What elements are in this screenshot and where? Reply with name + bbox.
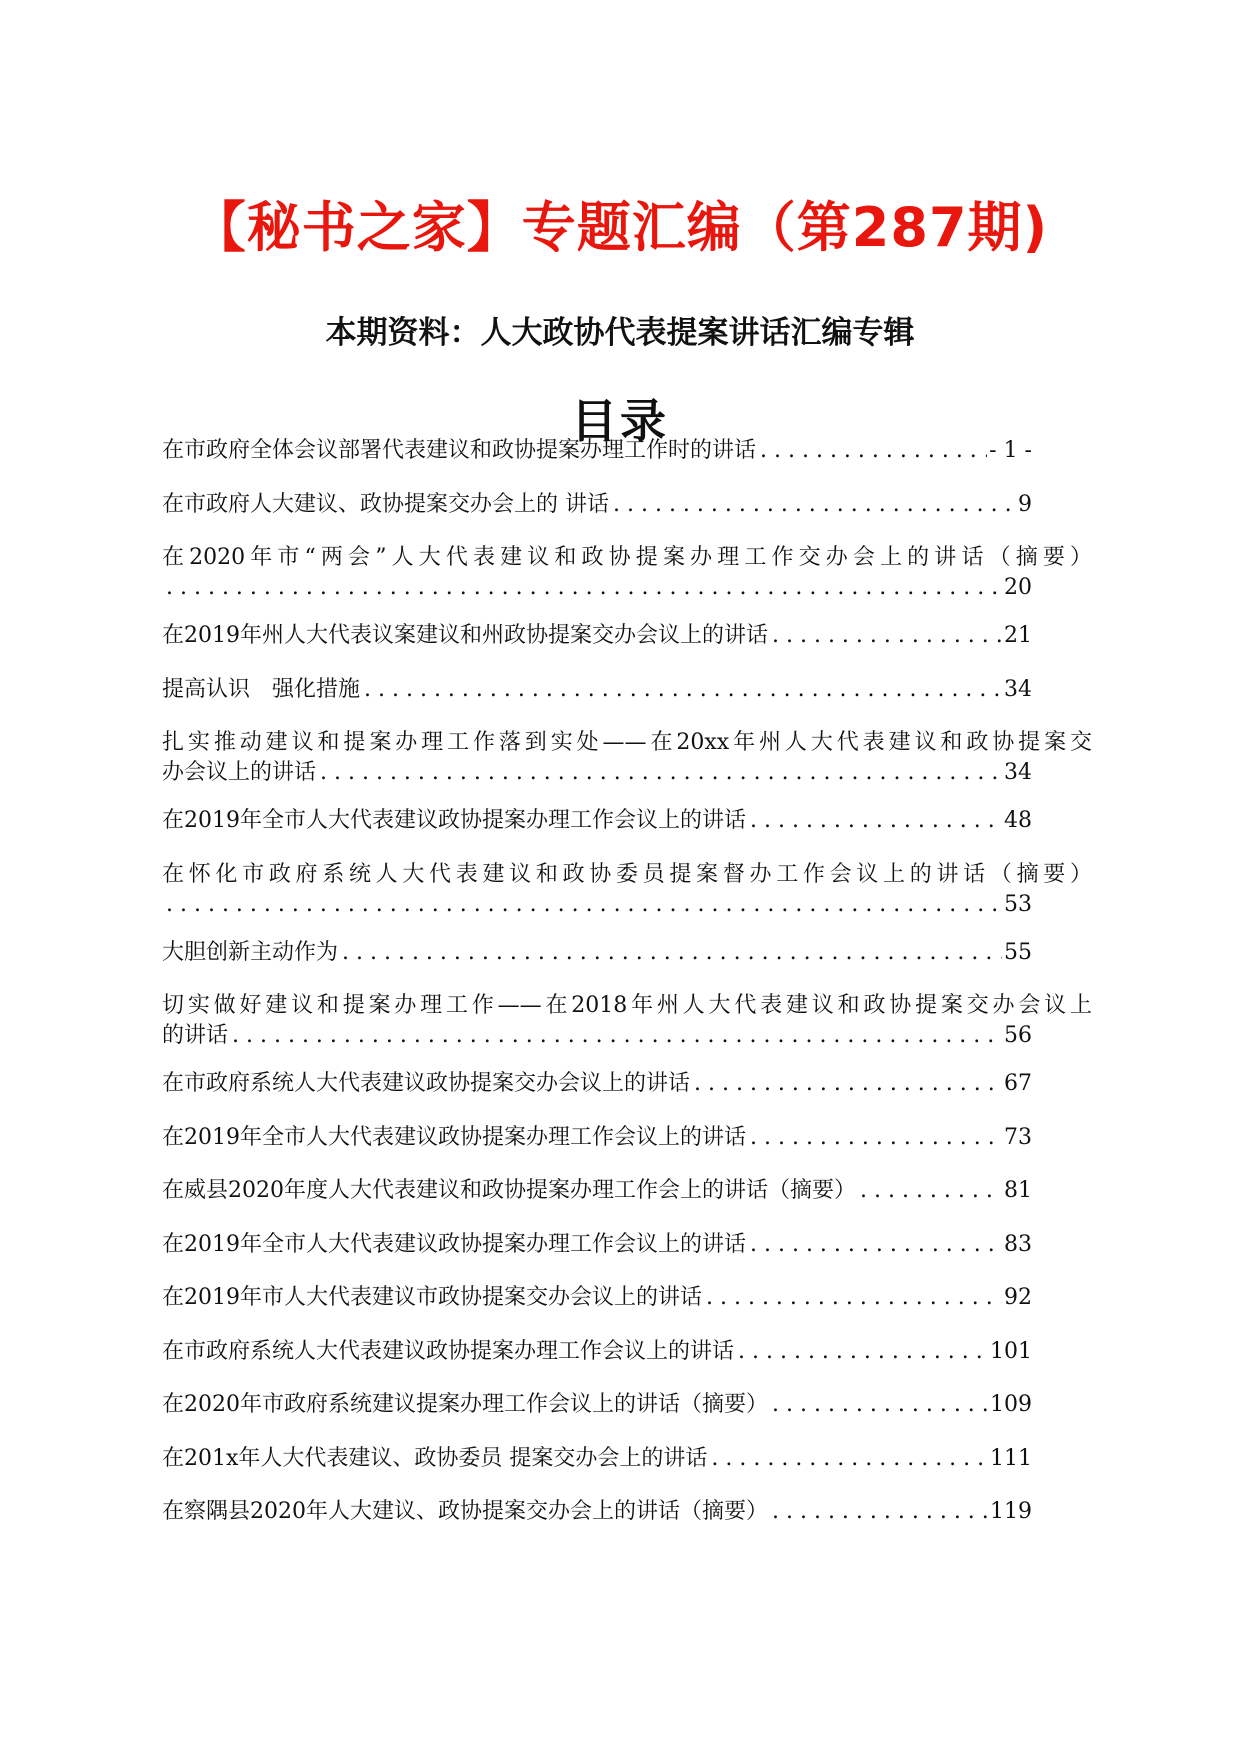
- toc-entry-row: [162, 675, 1032, 705]
- toc-entry-row: [162, 1337, 1032, 1367]
- toc-entry-title: 在威县2020年度人大代表建议和政协提案办理工作会上的讲话（摘要）: [162, 1178, 856, 1203]
- toc-entry-row: [162, 621, 1032, 651]
- toc-entry-row: [162, 758, 1032, 788]
- toc-page-number: 109: [990, 1392, 1032, 1417]
- toc-entry-title: 提高认识 强化措施: [162, 676, 361, 702]
- toc-entry-title: 在2019年全市人大代表建议政协提案办理工作会议上的讲话: [162, 1124, 746, 1150]
- toc-entry-title: 在201x年人大代表建议、政协委员 提案交办会上的讲话: [162, 1445, 708, 1471]
- toc-dot-leader: [756, 436, 987, 466]
- toc-dot-leader: [162, 890, 1002, 920]
- toc-dot-leader: [768, 1390, 988, 1420]
- toc-dot-leader: [162, 573, 1002, 603]
- toc-entry[interactable]: [162, 1444, 1092, 1474]
- toc-entry-row: [162, 806, 1032, 836]
- toc-entry-row: [162, 1497, 1032, 1527]
- toc-entry[interactable]: [162, 991, 1092, 1051]
- toc-dot-leader: [316, 758, 1002, 788]
- toc-entry[interactable]: [162, 728, 1092, 788]
- toc-page-number: 92: [1004, 1285, 1032, 1310]
- toc-entry-title: 在市政府系统人大代表建议政协提案交办会议上的讲话: [162, 1071, 691, 1096]
- toc-dot-leader: [228, 1021, 1002, 1051]
- toc-dot-leader: [338, 938, 1002, 968]
- toc-dot-leader: [746, 806, 1002, 836]
- toc-page-number: 34: [1004, 676, 1032, 702]
- toc-entry[interactable]: [162, 1390, 1092, 1420]
- toc-page-number: 81: [1004, 1178, 1032, 1203]
- toc-entry[interactable]: [162, 621, 1092, 651]
- toc-entry[interactable]: [162, 806, 1092, 836]
- toc-dot-leader: [746, 1123, 1002, 1153]
- toc-entry-title: 办会议上的讲话: [162, 760, 317, 785]
- toc-page-number: 21: [1004, 623, 1032, 648]
- toc-dot-leader: [360, 675, 1002, 705]
- toc-entry-title: 在2019年全市人大代表建议政协提案办理工作会议上的讲话: [162, 808, 746, 833]
- toc-entry-row: [162, 490, 1032, 520]
- toc-heading: 目录: [571, 394, 669, 448]
- toc-entry-title: 的讲话: [162, 1023, 229, 1048]
- toc-entry-row: [162, 573, 1032, 603]
- toc-dot-leader: [746, 1230, 1002, 1260]
- toc-entry[interactable]: [162, 436, 1092, 466]
- toc-dot-leader: [609, 490, 1016, 520]
- toc-entry-title: 在2019年全市人大代表建议政协提案办理工作会议上的讲话: [162, 1231, 746, 1257]
- toc-entry[interactable]: [162, 490, 1092, 520]
- toc-entry-title-line1: 在2020年市“两会”人大代表建议和政协提案办理工作交办会上的讲话（摘要）: [162, 545, 1092, 570]
- toc-entry[interactable]: [162, 1337, 1092, 1367]
- toc-entry[interactable]: [162, 1283, 1092, 1313]
- toc-page-number: 111: [990, 1445, 1032, 1471]
- toc-entry-title: 在市政府全体会议部署代表建议和政协提案办理工作时的讲话: [162, 438, 757, 463]
- toc-dot-leader: [768, 621, 1002, 651]
- toc-page-number: 48: [1004, 808, 1032, 833]
- toc-entry[interactable]: [162, 938, 1092, 968]
- toc-entry-title: 大胆创新主动作为: [162, 939, 339, 965]
- toc-page-number: - 1 -: [989, 438, 1032, 463]
- toc-entry-row: [162, 1069, 1032, 1099]
- toc-entry-title: 在察隅县2020年人大建议、政协提案交办会上的讲话（摘要）: [162, 1499, 768, 1524]
- toc-dot-leader: [856, 1176, 1002, 1206]
- toc-entry-title: 在市政府人大建议、政协提案交办会上的 讲话: [162, 491, 609, 517]
- toc-dot-leader: [702, 1283, 1002, 1313]
- toc-entry-row: [162, 1230, 1032, 1260]
- toc-dot-leader: [690, 1069, 1002, 1099]
- toc-entry[interactable]: [162, 1230, 1092, 1260]
- toc-page-number: 67: [1004, 1071, 1032, 1096]
- toc-entry-title-line1: 在怀化市政府系统人大代表建议和政协委员提案督办工作会议上的讲话（摘要）: [162, 861, 1092, 887]
- toc-entry-row: [162, 1021, 1032, 1051]
- toc-entry-title-line1: 扎实推动建议和提案办理工作落到实处——在20xx年州人大代表建议和政协提案交: [162, 730, 1092, 755]
- toc-entry-title: 在2019年市人大代表建议市政协提案交办会议上的讲话: [162, 1285, 702, 1310]
- toc-entry[interactable]: [162, 1069, 1092, 1099]
- page-subtitle: 本期资料：人大政协代表提案讲话汇编专辑: [325, 315, 915, 351]
- table-of-contents: [162, 436, 1092, 1551]
- toc-entry-row: [162, 1176, 1032, 1206]
- toc-entry[interactable]: [162, 1123, 1092, 1153]
- toc-entry-title: 在2019年州人大代表议案建议和州政协提案交办会议上的讲话: [162, 623, 768, 648]
- toc-page-number: 73: [1004, 1124, 1032, 1150]
- toc-entry[interactable]: [162, 1497, 1092, 1527]
- toc-entry[interactable]: [162, 1176, 1092, 1206]
- toc-entry[interactable]: [162, 860, 1092, 920]
- page-title: 【秘书之家】专题汇编（第287期): [191, 196, 1049, 259]
- toc-entry-title-line1: 切实做好建议和提案办理工作——在2018年州人大代表建议和政协提案交办会议上: [162, 993, 1092, 1018]
- toc-page-number: 119: [990, 1499, 1032, 1524]
- toc-page-number: 34: [1004, 760, 1032, 785]
- toc-entry[interactable]: [162, 543, 1092, 603]
- toc-entry-row: [162, 938, 1032, 968]
- toc-page-number: 53: [1004, 891, 1032, 917]
- toc-entry-row: [162, 890, 1032, 920]
- toc-page-number: 56: [1004, 1023, 1032, 1048]
- toc-entry-row: [162, 1390, 1032, 1420]
- toc-page-number: 9: [1018, 491, 1032, 517]
- toc-page-number: 101: [990, 1338, 1032, 1364]
- toc-entry-row: [162, 1283, 1032, 1313]
- toc-page-number: 20: [1004, 575, 1032, 600]
- toc-page-number: 83: [1004, 1231, 1032, 1257]
- toc-entry[interactable]: [162, 675, 1092, 705]
- toc-dot-leader: [734, 1337, 988, 1367]
- toc-dot-leader: [707, 1444, 988, 1474]
- toc-entry-row: [162, 1123, 1032, 1153]
- toc-entry-row: [162, 436, 1032, 466]
- toc-page-number: 55: [1004, 939, 1032, 965]
- toc-entry-title: 在2020年市政府系统建议提案办理工作会议上的讲话（摘要）: [162, 1392, 768, 1417]
- toc-entry-row: [162, 1444, 1032, 1474]
- toc-entry-title: 在市政府系统人大代表建议政协提案办理工作会议上的讲话: [162, 1338, 735, 1364]
- toc-dot-leader: [768, 1497, 988, 1527]
